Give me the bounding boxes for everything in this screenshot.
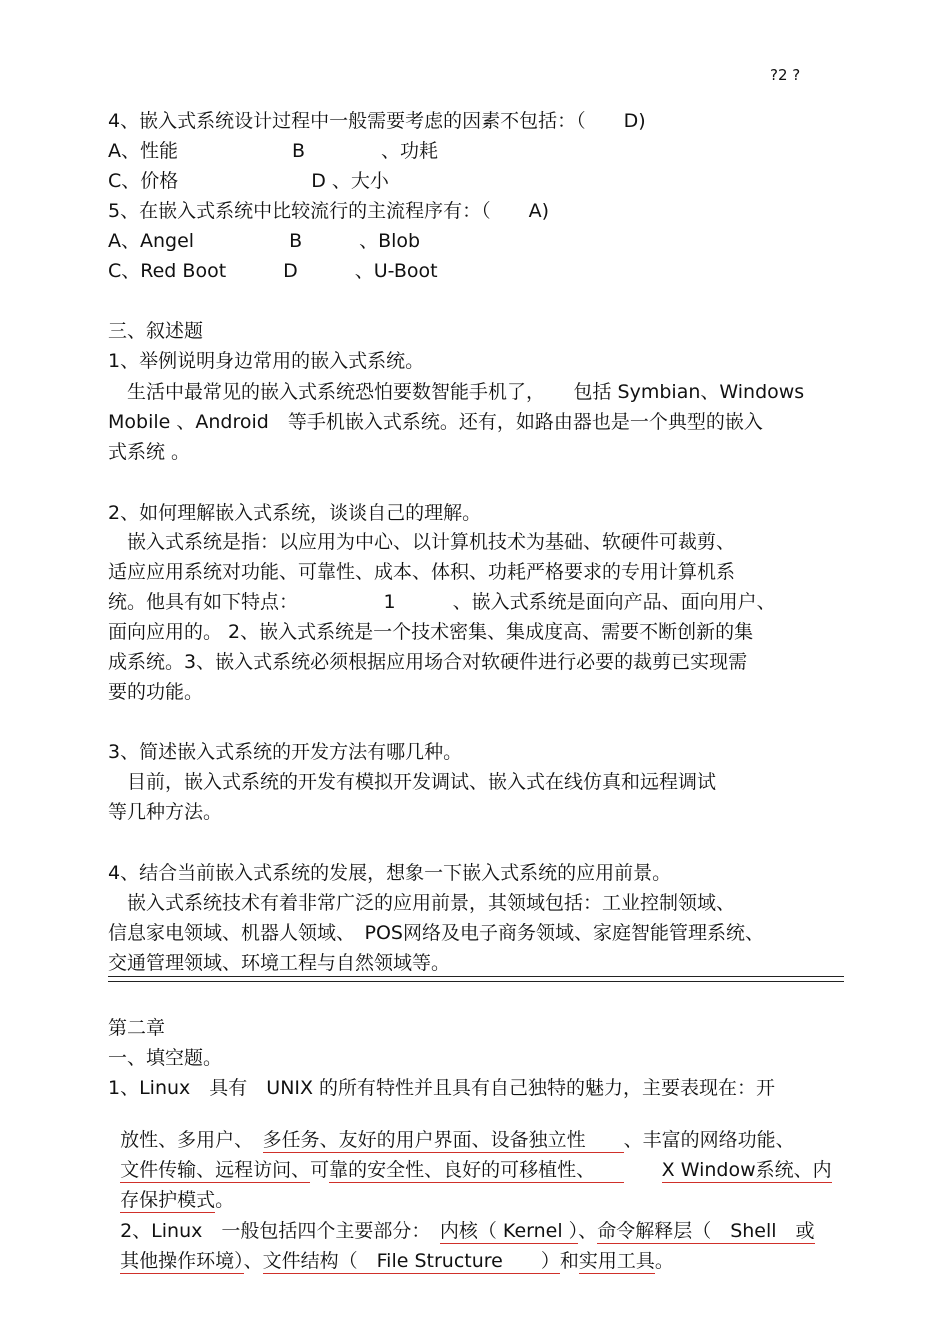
essay-2-answer-line: 面向应用的。 2、嵌入式系统是一个技术密集、集成度高、需要不断创新的集 xyxy=(108,621,754,643)
chapter-divider-line xyxy=(108,981,844,982)
essay-1-answer-line: Mobile 、Android 等手机嵌入式系统。还有，如路由器也是一个典型的嵌入 xyxy=(108,411,763,433)
answer-blank: 实用工具 xyxy=(578,1250,655,1272)
essay-2-answer-line: 成系统。3、嵌入式系统必须根据应用场合对软硬件进行必要的裁剪已实现需 xyxy=(108,651,748,673)
essay-1-question: 1、举例说明身边常用的嵌入式系统。 xyxy=(108,350,425,372)
essay-2-answer-line: 要的功能。 xyxy=(108,681,204,703)
text-segment: 可 xyxy=(310,1159,330,1181)
essay-4-answer-line: 交通管理领域、环境工程与自然领域等。 xyxy=(108,952,451,974)
essay-3-answer-line: 等几种方法。 xyxy=(108,801,223,823)
text-segment xyxy=(624,1159,662,1181)
fill-2-line xyxy=(108,1228,674,1272)
question-5-options-ab: A、Angel B 、Blob xyxy=(108,230,421,252)
essay-3-question: 3、简述嵌入式系统的开发方法有哪几种。 xyxy=(108,741,463,763)
text-segment: 、 xyxy=(578,1220,598,1242)
question-4-options-cd: C、价格 D 、大小 xyxy=(108,170,389,192)
section-heading-essay: 三、叙述题 xyxy=(108,320,204,342)
section-heading-fill-blank: 一、填空题。 xyxy=(108,1047,223,1069)
answer-blank: 存保护模式 xyxy=(120,1189,216,1211)
answer-blank: 文件结构（ File Structure ） xyxy=(262,1250,560,1272)
question-4-options-ab: A、性能 B 、功耗 xyxy=(108,140,439,162)
essay-4-answer-line: 嵌入式系统技术有着非常广泛的应用前景，其领域包括：工业控制领域、 xyxy=(108,892,736,914)
text-segment: 2、Linux 一般包括四个主要部分： xyxy=(120,1220,440,1242)
answer-blank: 其他操作环境） xyxy=(120,1250,244,1272)
fill-1-line: 1、Linux 具有 UNIX 的所有特性并且具有自己独特的魅力，主要表现在：开 xyxy=(108,1077,776,1099)
essay-4-answer-line: 信息家电领域、机器人领域、 POS网络及电子商务领域、家庭智能管理系统、 xyxy=(108,922,764,944)
answer-blank: 靠的安全性、良好的可移植性、 xyxy=(329,1159,624,1181)
text-segment: 。 xyxy=(215,1189,235,1211)
page-number: ?2 ? xyxy=(770,66,801,84)
question-4: 4、嵌入式系统设计过程中一般需要考虑的因素不包括：（ D) xyxy=(108,110,646,132)
essay-1-answer-line: 式系统 。 xyxy=(108,441,191,463)
text-segment: 。 xyxy=(654,1250,674,1272)
text-segment: 、 xyxy=(243,1250,263,1272)
chapter-2-title: 第二章 xyxy=(108,1017,166,1039)
answer-blank: 命令解释层（ Shell 或 xyxy=(597,1220,815,1242)
text-segment: 、丰富的网络功能、 xyxy=(623,1129,795,1151)
answer-blank: 内核（ Kernel ） xyxy=(439,1220,579,1242)
answer-blank: 文件传输、远程访问、 xyxy=(120,1159,311,1181)
essay-2-answer-line: 适应应用系统对功能、可靠性、成本、体积、功耗严格要求的专用计算机系 xyxy=(108,561,736,583)
question-5-options-cd: C、Red Boot D 、U-Boot xyxy=(108,260,438,282)
text-segment: 放性、多用户、 xyxy=(120,1129,263,1151)
essay-3-answer-line: 目前，嵌入式系统的开发有模拟开发调试、嵌入式在线仿真和远程调试 xyxy=(108,771,717,793)
question-5: 5、在嵌入式系统中比较流行的主流程序有：（ A) xyxy=(108,200,549,222)
essay-4-question: 4、结合当前嵌入式系统的发展，想象一下嵌入式系统的应用前景。 xyxy=(108,862,672,884)
essay-2-question: 2、如何理解嵌入式系统，谈谈自己的理解。 xyxy=(108,502,482,524)
essay-2-answer-line: 嵌入式系统是指：以应用为中心、以计算机技术为基础、软硬件可裁剪、 xyxy=(108,531,736,553)
answer-blank: 多任务、友好的用户界面、设备独立性 xyxy=(262,1129,624,1151)
essay-1-answer-line: 生活中最常见的嵌入式系统恐怕要数智能手机了， 包括 Symbian、Windows xyxy=(108,381,805,403)
chapter-divider-line xyxy=(108,976,844,977)
answer-blank: X Window系统、内 xyxy=(661,1159,832,1181)
text-segment: 和 xyxy=(559,1250,579,1272)
essay-2-answer-line: 统。他具有如下特点： 1 、嵌入式系统是面向产品、面向用户、 xyxy=(108,591,776,613)
